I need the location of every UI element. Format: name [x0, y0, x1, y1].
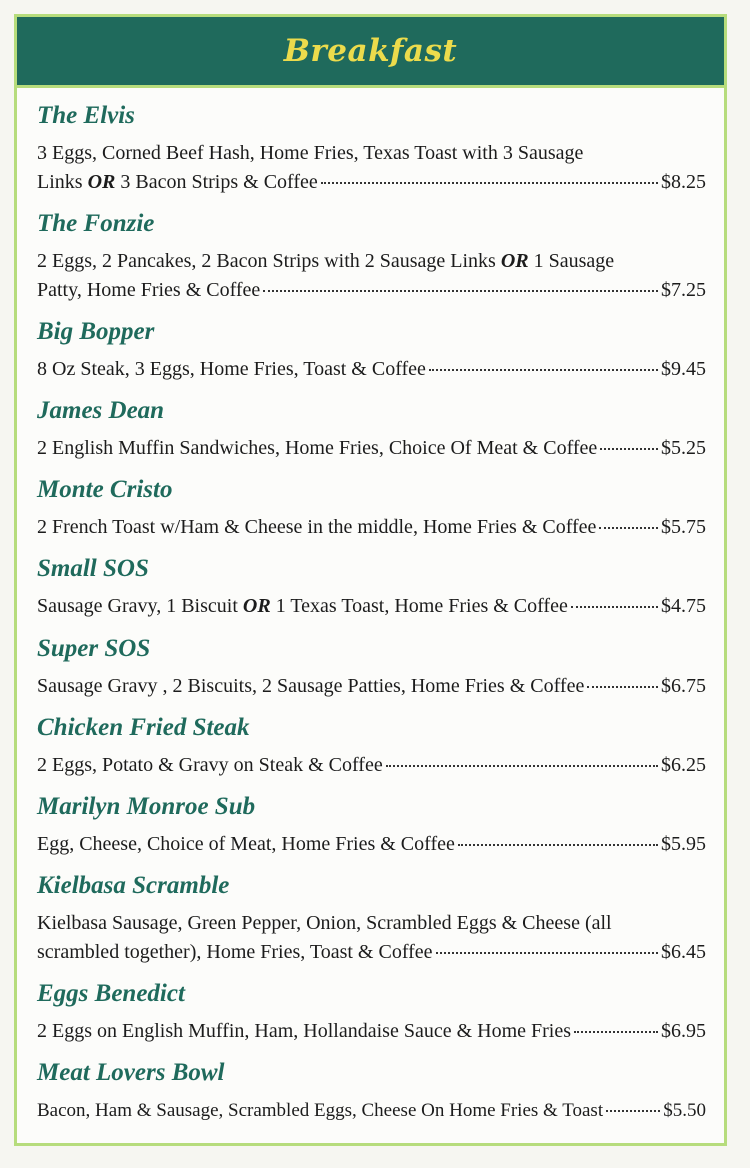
- item-description: [37, 751, 706, 780]
- item-price: $5.50: [663, 1100, 706, 1121]
- item-name: Kielbasa Scramble: [37, 872, 230, 899]
- description-line: 2 Eggs on English Muffin, Ham, Hollandaise Sauce & Home Fries: [37, 1020, 572, 1042]
- description-line: 2 French Toast w/Ham & Cheese in the middle, Home Fries & Coffee: [37, 516, 597, 538]
- item-name: The Elvis: [37, 102, 135, 129]
- description-line: 2 English Muffin Sandwiches, Home Fries, Choice Of Meat & Coffee: [37, 437, 598, 459]
- description-line: Patty, Home Fries & Coffee: [37, 279, 261, 301]
- leader-dots: [599, 527, 658, 529]
- item-name: Eggs Benedict: [37, 980, 185, 1007]
- leader-dots: [429, 369, 658, 371]
- menu-items: [37, 101, 706, 1137]
- leader-dots: [458, 844, 658, 846]
- menu-item: [37, 1058, 706, 1137]
- leader-dots: [574, 1031, 658, 1033]
- item-price: $7.25: [661, 279, 706, 301]
- item-description: [37, 1017, 706, 1046]
- item-description: [37, 355, 706, 384]
- item-description: [37, 513, 706, 542]
- description-line: Kielbasa Sausage, Green Pepper, Onion, Scrambled Eggs & Cheese (all: [37, 912, 612, 934]
- leader-dots: [600, 448, 658, 450]
- item-name: James Dean: [37, 397, 165, 424]
- menu-item: [37, 317, 706, 396]
- item-price: $5.75: [661, 516, 706, 538]
- item-description: [37, 434, 706, 463]
- description-line: Bacon, Ham & Sausage, Scrambled Eggs, Cheese On Home Fries & Toast: [37, 1100, 604, 1121]
- item-description: [37, 592, 706, 621]
- item-price: $5.95: [661, 833, 706, 855]
- leader-dots: [263, 290, 658, 292]
- leader-dots: [436, 952, 658, 954]
- item-name: Monte Cristo: [37, 476, 173, 503]
- item-price: $4.75: [661, 595, 706, 617]
- item-name: Big Bopper: [37, 318, 155, 345]
- menu-item: [37, 101, 706, 209]
- item-description: [37, 1096, 706, 1125]
- item-description: [37, 830, 706, 859]
- item-description: [37, 672, 706, 701]
- description-line: 2 Eggs, 2 Pancakes, 2 Bacon Strips with 2 Sausage Links OR 1 Sausage: [37, 250, 615, 272]
- description-line: Sausage Gravy , 2 Biscuits, 2 Sausage Patties, Home Fries & Coffee: [37, 675, 585, 697]
- menu-item: [37, 209, 706, 317]
- item-description: [37, 909, 706, 967]
- description-line: scrambled together), Home Fries, Toast & Coffee: [37, 941, 433, 963]
- item-price: $5.25: [661, 437, 706, 459]
- menu-item: [37, 713, 706, 792]
- item-price: $6.75: [661, 675, 706, 697]
- description-line: Links OR 3 Bacon Strips & Coffee: [37, 171, 318, 193]
- description-line: 3 Eggs, Corned Beef Hash, Home Fries, Texas Toast with 3 Sausage: [37, 142, 584, 164]
- item-description: [37, 139, 706, 197]
- item-name: Chicken Fried Steak: [37, 714, 250, 741]
- menu-item: [37, 871, 706, 979]
- leader-dots: [571, 606, 658, 608]
- description-line: Sausage Gravy, 1 Biscuit OR 1 Texas Toast, Home Fries & Coffee: [37, 595, 568, 617]
- item-price: $6.45: [661, 941, 706, 963]
- item-name: Meat Lovers Bowl: [37, 1059, 225, 1086]
- menu-item: [37, 792, 706, 871]
- item-price: $8.25: [661, 171, 706, 193]
- item-price: $6.25: [661, 754, 706, 776]
- item-description: [37, 247, 706, 305]
- leader-dots: [606, 1110, 660, 1112]
- menu-item: [37, 979, 706, 1058]
- item-price: $9.45: [661, 358, 706, 380]
- item-price: $6.95: [661, 1020, 706, 1042]
- item-name: Small SOS: [37, 555, 149, 582]
- item-name: The Fonzie: [37, 210, 155, 237]
- leader-dots: [321, 182, 658, 184]
- item-name: Super SOS: [37, 635, 151, 662]
- description-line: Egg, Cheese, Choice of Meat, Home Fries & Coffee: [37, 833, 455, 855]
- section-title: Breakfast: [283, 33, 458, 69]
- menu-item: [37, 554, 706, 634]
- description-line: 2 Eggs, Potato & Gravy on Steak & Coffee: [37, 754, 383, 776]
- menu-panel: [14, 14, 727, 1146]
- item-name: Marilyn Monroe Sub: [37, 793, 256, 820]
- leader-dots: [587, 686, 658, 688]
- menu-item: [37, 475, 706, 554]
- description-line: 8 Oz Steak, 3 Eggs, Home Fries, Toast & Coffee: [37, 358, 426, 380]
- menu-header: [17, 17, 724, 88]
- leader-dots: [386, 765, 658, 767]
- menu-item: [37, 396, 706, 475]
- menu-item: [37, 634, 706, 713]
